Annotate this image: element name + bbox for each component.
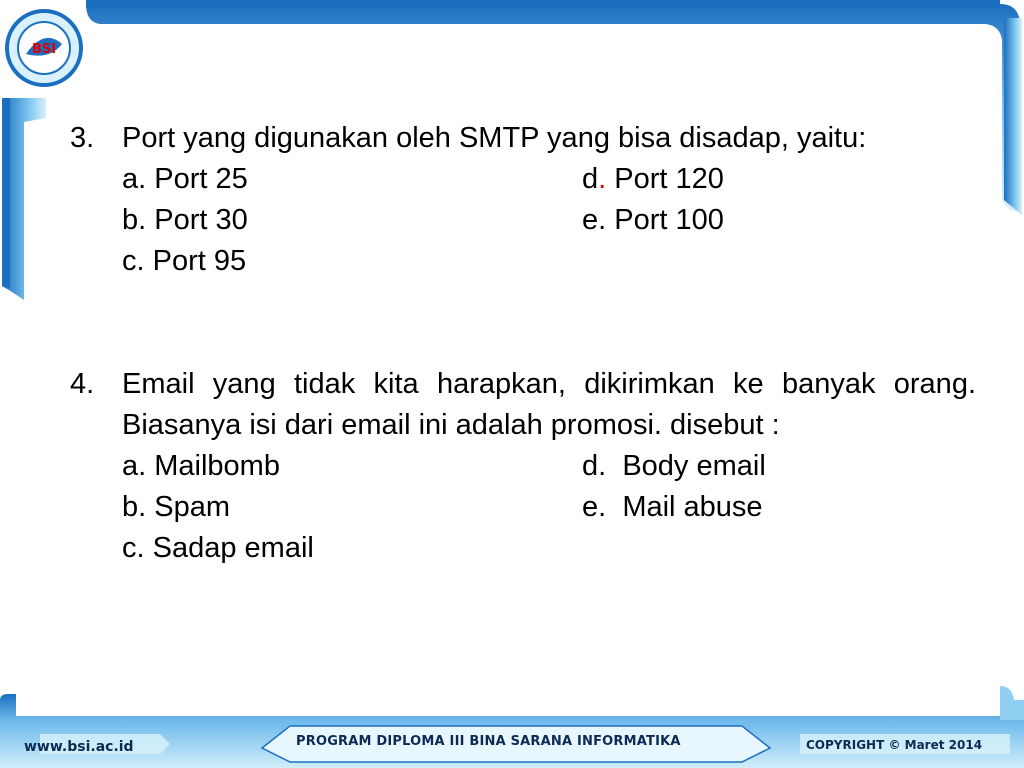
question-3 [70, 118, 976, 282]
question-4-text: Email yang tidak kita harapkan, dikirimkan ke banyak orang. Biasanya isi dari email ini adalah promosi. disebut : [122, 368, 976, 441]
question-3-options [122, 159, 976, 282]
option-3a: a. Port 25 [122, 163, 248, 195]
logo-text: BSI [31, 42, 57, 57]
footer-copyright: COPYRIGHT © Maret 2014 [806, 738, 983, 752]
question-4-number: 4. [70, 368, 95, 400]
footer-program: PROGRAM DIPLOMA III BINA SARANA INFORMATIKA [296, 734, 681, 749]
question-3-stem [70, 118, 976, 159]
question-3-text: Port yang digunakan oleh SMTP yang bisa disadap, yaitu: [122, 122, 867, 154]
option-3e: e. Port 100 [582, 204, 724, 236]
option-4e: e. Mail abuse [582, 491, 763, 523]
option-4c: c. Sadap email [122, 532, 314, 564]
option-3b: b. Port 30 [122, 204, 248, 236]
bsi-logo [4, 8, 84, 88]
option-4b: b. Spam [122, 491, 231, 523]
question-4-options [122, 446, 976, 569]
footer-website: www.bsi.ac.id [24, 739, 134, 755]
question-4 [70, 364, 976, 569]
option-4a: a. Mailbomb [122, 450, 280, 482]
option-3c: c. Port 95 [122, 245, 247, 277]
option-4d: d. Body email [582, 450, 766, 482]
question-4-stem [70, 364, 976, 446]
option-3d: d. Port 120 [582, 163, 724, 195]
question-3-number: 3. [70, 122, 95, 154]
